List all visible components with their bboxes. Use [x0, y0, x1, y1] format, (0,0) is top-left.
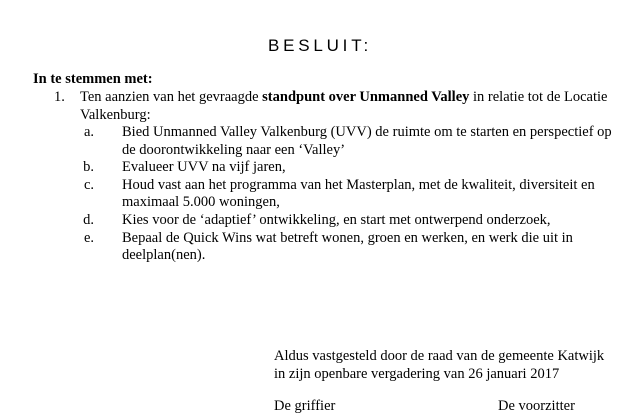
item-letter: b.	[83, 159, 94, 176]
list-item-e	[54, 230, 614, 265]
intro-heading: In te stemmen met:	[33, 71, 153, 87]
closing-statement	[274, 347, 604, 383]
closing-line-2: in zijn openbare vergadering van 26 januari 2017	[274, 366, 560, 382]
item-text: Houd vast aan het programma van het Masterplan, met de kwaliteit, diversiteit en maximaal 5.000 woningen,	[122, 176, 595, 211]
item-text: Evalueer UVV na vijf jaren,	[122, 159, 286, 176]
item-text: Bepaal de Quick Wins wat betreft wonen, groen en werken, en werk die uit in deelplan(nen).	[122, 229, 573, 264]
item-letter: a.	[83, 124, 94, 140]
point-text-after: in relatie tot de Locatie Valkenburg:	[80, 89, 608, 123]
closing-line-1: Aldus vastgesteld door de raad van de gemeente Katwijk	[274, 348, 605, 364]
point-number: 1.	[54, 89, 65, 105]
point-text	[80, 88, 640, 124]
signature-griffier: De griffier	[274, 398, 336, 414]
list-item-a	[54, 124, 614, 159]
signature-voorzitter: De voorzitter	[498, 398, 575, 414]
point-text-bold: standpunt over Unmanned Valley	[262, 89, 470, 105]
item-text: Kies voor de ‘adaptief’ ontwikkeling, en start met ontwerpend onderzoek,	[122, 211, 551, 228]
list-item-c	[54, 177, 614, 212]
item-letter: c.	[83, 176, 94, 193]
item-letter: e.	[83, 229, 94, 246]
item-letter: d.	[83, 211, 94, 228]
decision-items-list	[54, 124, 614, 265]
decision-title: BESLUIT:	[267, 36, 373, 55]
point-text-before: Ten aanzien van het gevraagde	[80, 89, 263, 105]
list-item-d	[54, 212, 614, 230]
list-item-b	[54, 159, 614, 177]
item-text: Bied Unmanned Valley Valkenburg (UVV) de ruimte om te starten en perspectief op de doorontwikkeling naar een ‘Valley’	[122, 124, 612, 158]
